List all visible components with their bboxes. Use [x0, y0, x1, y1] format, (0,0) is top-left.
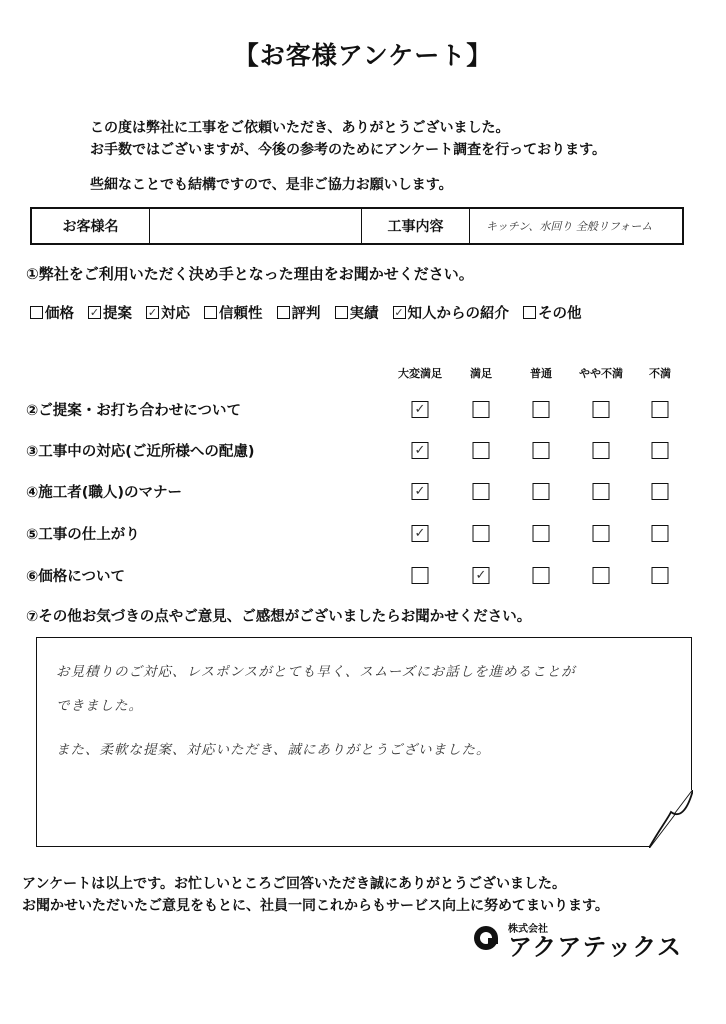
- comment-line-1: お見積りのご対応、レスポンスがとても早く、スムーズにお話しを進めることが: [56, 664, 576, 680]
- reason-label: 提案: [103, 306, 132, 322]
- rating-checkbox[interactable]: [473, 401, 490, 418]
- reason-option-1[interactable]: [88, 302, 132, 323]
- rating-checkbox[interactable]: [533, 525, 550, 542]
- comment-line-3: また、柔軟な提案、対応いただき、誠にありがとうございました。: [56, 742, 491, 758]
- question-7: ⑦その他お気づきの点やご意見、ご感想がございましたらお聞かせください。: [26, 609, 532, 625]
- rating-checkbox[interactable]: ✓: [412, 483, 429, 500]
- work-content-field[interactable]: キッチン、水回り 全般リフォーム: [486, 220, 653, 233]
- work-content-label: 工事内容: [362, 209, 470, 243]
- company-sub: 株式会社: [508, 924, 548, 935]
- reason-option-3[interactable]: [204, 302, 263, 323]
- rating-question-4: ④施工者(職人)のマナー: [26, 485, 183, 501]
- customer-name-label: お客様名: [32, 209, 150, 243]
- rating-checkbox[interactable]: [652, 442, 669, 459]
- reason-label: 価格: [45, 306, 74, 322]
- aquatecs-logo-icon: [470, 924, 502, 956]
- rating-scale-label: 不満: [649, 367, 671, 380]
- rating-checkbox[interactable]: [593, 567, 610, 584]
- rating-checkbox[interactable]: [412, 567, 429, 584]
- rating-checkbox[interactable]: [533, 442, 550, 459]
- page-curl-icon: [649, 790, 693, 848]
- rating-checkbox[interactable]: [533, 401, 550, 418]
- customer-name-field[interactable]: [150, 209, 362, 243]
- reason-option-7[interactable]: [523, 302, 582, 323]
- rating-checkbox[interactable]: [593, 525, 610, 542]
- reason-checkbox[interactable]: [277, 306, 290, 319]
- reason-label: その他: [538, 306, 582, 322]
- reason-option-6[interactable]: [393, 302, 510, 323]
- reason-options: [30, 302, 582, 323]
- company-logo: [470, 920, 682, 959]
- rating-question-3: ③工事中の対応(ご近所様への配慮): [26, 444, 255, 460]
- reason-label: 実績: [349, 306, 379, 322]
- rating-checkbox[interactable]: [533, 567, 550, 584]
- rating-checkbox[interactable]: ✓: [412, 401, 429, 418]
- reason-option-0[interactable]: [30, 302, 74, 323]
- reason-option-2[interactable]: [146, 302, 190, 323]
- closing-line-2: お聞かせいただいたご意見をもとに、社員一同これからもサービス向上に努めてまいります。: [22, 898, 609, 914]
- customer-info-table: [30, 207, 684, 245]
- rating-checkbox[interactable]: ✓: [412, 442, 429, 459]
- closing-line-1: アンケートは以上です。お忙しいところご回答いただき誠にありがとうございました。: [22, 876, 567, 892]
- rating-scale-label: やや不満: [579, 367, 623, 380]
- rating-question-5: ⑤工事の仕上がり: [26, 527, 140, 543]
- reason-label: 知人からの紹介: [407, 306, 509, 322]
- rating-checkbox[interactable]: [652, 401, 669, 418]
- rating-checkbox[interactable]: [593, 483, 610, 500]
- company-name: アクアテックス: [508, 933, 683, 961]
- intro-line-2: お手数ではございますが、今後の参考のためにアンケート調査を行っております。: [90, 142, 607, 158]
- reason-checkbox[interactable]: [204, 306, 217, 319]
- rating-question-6: ⑥価格について: [26, 569, 125, 585]
- page-title: 【お客様アンケート】: [233, 41, 493, 70]
- reason-checkbox[interactable]: [30, 306, 43, 319]
- reason-checkbox[interactable]: [523, 306, 536, 319]
- question-1: ①弊社をご利用いただく決め手となった理由をお聞かせください。: [26, 265, 474, 283]
- reason-label: 信頼性: [219, 306, 263, 322]
- comment-line-2: できました。: [56, 698, 143, 714]
- rating-checkbox[interactable]: [473, 525, 490, 542]
- rating-question-2: ②ご提案・お打ち合わせについて: [26, 403, 241, 419]
- reason-checkbox[interactable]: ✓: [394, 306, 404, 319]
- rating-checkbox[interactable]: [652, 525, 669, 542]
- rating-scale-label: 大変満足: [398, 367, 442, 380]
- rating-checkbox[interactable]: [533, 483, 550, 500]
- rating-checkbox[interactable]: [652, 483, 669, 500]
- reason-checkbox[interactable]: [335, 306, 348, 319]
- rating-checkbox[interactable]: [473, 442, 490, 459]
- rating-checkbox[interactable]: [593, 442, 610, 459]
- intro-line-1: この度は弊社に工事をご依頼いただき、ありがとうございました。: [90, 120, 510, 136]
- rating-checkbox[interactable]: ✓: [412, 525, 429, 542]
- rating-checkbox[interactable]: ✓: [473, 567, 490, 584]
- reason-checkbox[interactable]: ✓: [89, 306, 100, 319]
- reason-label: 評判: [291, 306, 321, 322]
- rating-scale-label: 満足: [470, 367, 492, 380]
- reason-label: 対応: [161, 306, 190, 322]
- rating-checkbox[interactable]: [652, 567, 669, 584]
- reason-option-5[interactable]: [335, 302, 379, 323]
- rating-checkbox[interactable]: [473, 483, 490, 500]
- reason-checkbox[interactable]: ✓: [147, 306, 158, 319]
- reason-option-4[interactable]: [277, 302, 321, 323]
- intro-line-3: 些細なことでも結構ですので、是非ご協力お願いします。: [90, 177, 453, 193]
- rating-scale-label: 普通: [530, 367, 552, 380]
- rating-checkbox[interactable]: [593, 401, 610, 418]
